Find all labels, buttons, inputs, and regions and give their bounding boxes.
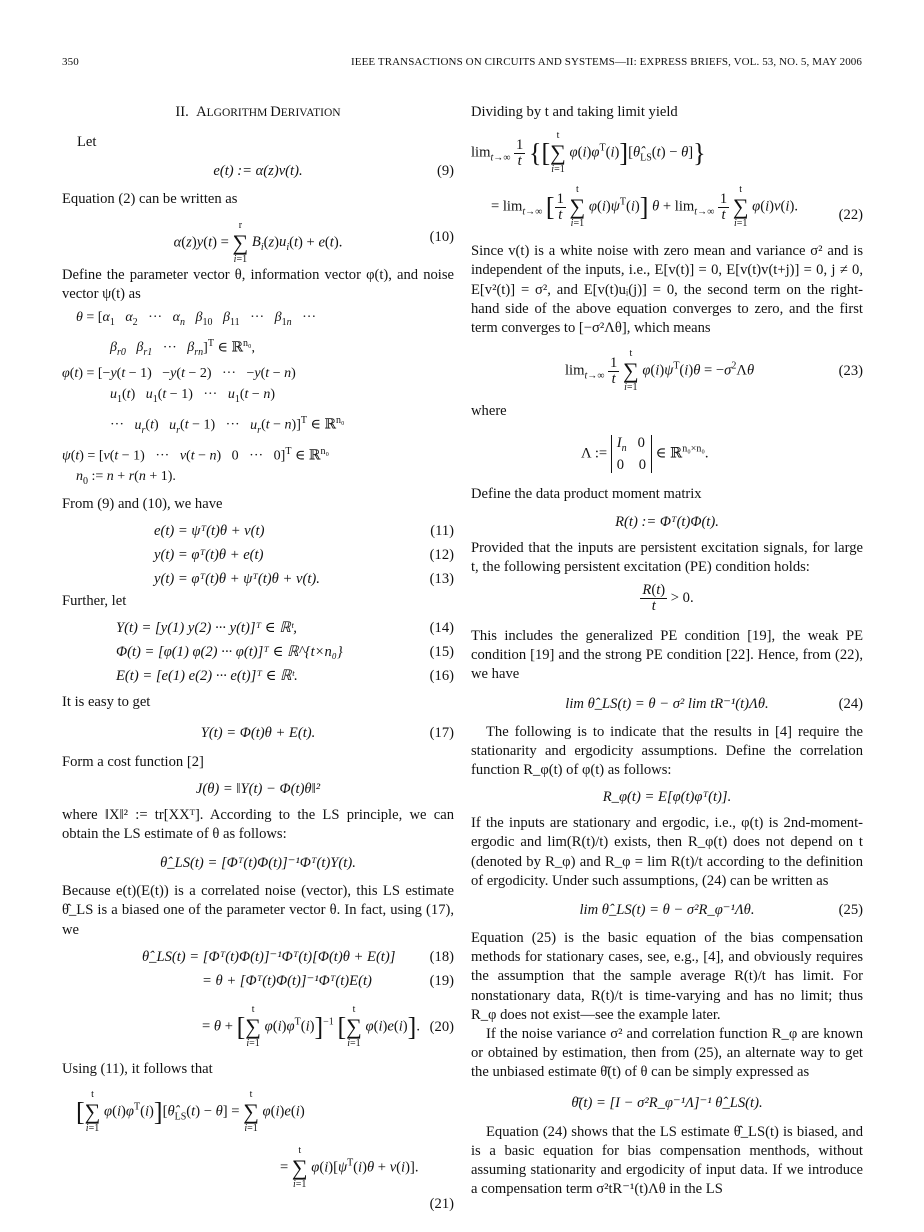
para-eq2: Equation (2) can be written as (62, 191, 238, 208)
equation-14: Y(t) = [y(1) y(2) ··· y(t)]ᵀ ∈ ℝᵗ, (14) (116, 620, 454, 637)
equation-18: θ̂_LS(t) = [Φᵀ(t)Φ(t)]⁻¹Φᵀ(t)[Φ(t)θ + E(t)] (18) (142, 948, 454, 965)
equation-ls: θ̂_LS(t) = [Φᵀ(t)Φ(t)]⁻¹Φᵀ(t)Y(t). (160, 855, 356, 872)
para-cost: Form a cost function [2] (62, 753, 204, 770)
section-heading: II. ALGORITHM DERIVATION (175, 104, 341, 120)
equation-15: Φ(t) = [φ(1) φ(2) ··· φ(t)]ᵀ ∈ ℝ^{t×n₀} (15) (116, 644, 454, 661)
para-eq24: Equation (24) shows that the LS estimate θ̂_LS(t) is biased, and is a basic equation for bias compensation menthods, without assuming stationarity and ergodicity of input data. If we introduce a compensation term σ²tR⁻¹(t)Λθ in the LS (471, 1123, 863, 1198)
equation-12: y(t) = φᵀ(t)θ + e(t) (12) (154, 547, 454, 564)
equation-21: [t ∑ i=1 $\varphi(i)\varphi^T(i)][\thetâ_{LS}(t) - \theta] = t$ ∑ i=1 φ(i)e(i) = t ∑ i=1 $\varphi(i)[\psi^T(i)\theta + v(i)]$. (21) (76, 1089, 454, 1212)
para-because: Because e(t)(E(t)) is a correlated noise (vector), this LS estimate θ̂_LS is a biased one of the parameter vector θ. In fact, using (17), we (62, 883, 454, 938)
equation-11: e(t) = ψᵀ(t)θ + v(t) (11) (154, 523, 454, 540)
equation-pe: $\frac{R(t)}{t}$ > 0. (642, 582, 694, 615)
equation-unbiased: θ̄(t) = [I − σ²R_φ⁻¹Λ]⁻¹ θ̂_LS(t). (571, 1094, 763, 1111)
equation-9: e(t) := α(z)v(t). (9) (213, 163, 454, 180)
para-easy: It is easy to get (62, 694, 151, 711)
equation-16: E(t) = [e(1) e(2) ··· e(t)]ᵀ ∈ ℝᵗ. (16) (116, 668, 454, 685)
right-column (471, 103, 863, 1200)
equation-R: R(t) := Φᵀ(t)Φ(t). (615, 513, 719, 530)
para-since: Since v(t) is a white noise with zero mean and variance σ² and is independent of the inputs, i.e., E[v(t)] = 0, E[v(t)v(t+j)] = 0, j ≠ 0, E[v²(t)] = σ², and E[v(t)uᵢ(j)] = 0, the second term on the right-hand side of the above equation converges to zero, and the first term converges to [−σ²Λθ], which means (471, 243, 863, 337)
para-define-vectors: Define the parameter vector θ, information vector φ(t), and noise vector ψ(t) as (62, 266, 454, 302)
para-if-inputs: If the inputs are stationary and ergodic, i.e., φ(t) is 2nd-moment-ergodic and lim(R(t)/t) exists, then R_φ(t) does not depend on t (denoted by R_φ) and R_φ = lim R(t)/t according to the definition of ergodicity. Under such assumptions, (24) can be written as (471, 815, 863, 889)
para-using: Using (11), it follows that (62, 1060, 213, 1077)
equation-cost: J(θ) = ‖Y(t) − Φ(t)θ‖² (195, 780, 321, 797)
para-divide: Dividing by t and taking limit yield (471, 104, 678, 120)
para-from: From (9) and (10), we have (62, 495, 223, 512)
para-eq25: Equation (25) is the basic equation of the bias compensation methods for stationary cases, see, e.g., [4], and obviously requires the assumption that the sample average R(t)/t has limit. For nonstationary data, R(t)/t is time-varying and has no limit; thus R_φ does not exist—see the example later. (471, 930, 863, 1023)
equation-24: lim θ̂_LS(t) = θ − σ² lim tR⁻¹(t)Λθ. (24) (565, 695, 863, 712)
para-where: where (471, 403, 507, 420)
equation-vectors: $\theta = [\alpha_1$ $\alpha_2$ ··· $\alpha_n$ $\beta_{10}$ $\beta_{11}$ ··· $\beta_{1n}$ ··· $\beta_{r0}$ $\beta_{r1}$ ··· $\beta_{rn}]^T$ ∈ ℝ$^{n_0}$, φ(t) = [−y(t − 1) −y(t − 2) ··· −y(t − n) $u_1(t) u_1(t - 1)$ ··· $u_1(t - n)$ ··· $u_r(t) u_r(t - 1)$ ··· $u_r(t - n)]^T$ ∈ ℝ$^{n_0}$ ψ(t) = [v(t − 1) ··· v(t − n) 0 ··· 0]$^T$ ∈ ℝ$^{n_0}$ $n_0$ := n + r(n + 1). (62, 310, 345, 487)
equation-17: Y(t) = Φ(t)θ + E(t). (17) (200, 724, 454, 741)
para-following: The following is to indicate that the results in [4] require the stationarity and ergodicity assumptions. Define the correlation function R_φ(t) of φ(t) as follows: (471, 723, 863, 779)
equation-23: $\lim_{t\to\infty}$ $\frac{1}{t}$ t ∑ i=1 $\varphi(i)\psi^T(i)\theta = -\sigma^2\Lambda\theta$ (23) (565, 348, 863, 394)
para-let: Let (77, 134, 97, 151)
equation-19: = θ + [Φᵀ(t)Φ(t)]⁻¹Φᵀ(t)E(t) (19) (202, 972, 454, 989)
para-further: Further, let (62, 593, 127, 610)
left-column (62, 103, 454, 1217)
equation-Rphi: R_φ(t) = E[φ(t)φᵀ(t)]. (602, 789, 732, 806)
para-ls: where ‖X‖² := tr[XXᵀ]. According to the LS principle, we can obtain the LS estimate of θ as follows: (62, 806, 454, 842)
para-provided: Provided that the inputs are persistent excitation signals, for large t, the following persistent excitation (PE) condition holds: (471, 539, 863, 575)
para-includes: This includes the generalized PE condition [19], the weak PE condition [19] and the strong PE condition [22]. Hence, from (22), we have (471, 628, 863, 683)
equation-20: = θ + [t ∑ i=1 $\varphi(i)\varphi^T(i)]^{-1}$ [t ∑ i=1 φ(i)e(i)]. (20) (202, 1003, 454, 1049)
equation-22: $\lim_{t\to\infty}$ $\frac{1}{t}$ {[t ∑ i=1 $\varphi(i)\varphi^T(i)][\thetâ_{LS}(t) - \theta]$} = $\lim_{t\to\infty}$ [ $\frac{1}{t}$ t ∑ i=1 $\varphi(i)\psi^T(i)$] $\theta + \lim_{t\to\infty}$ $\frac{1}{t}$ t ∑ i=1 φ(i)v(i). (22) (471, 130, 863, 230)
para-noise: If the noise variance σ² and correlation function R_φ are known or obtained by estimation, then from (25), an alternate way to get the unbiased estimate θ̄(t) of θ can be simply expressed as (471, 1026, 863, 1081)
equation-25: lim θ̂_LS(t) = θ − σ²R_φ⁻¹Λθ. (25) (579, 902, 863, 919)
equation-13: y(t) = φᵀ(t)θ + ψᵀ(t)θ + v(t). (13) (154, 571, 454, 588)
page-number: 350 (62, 56, 79, 68)
para-define-R: Define the data product moment matrix (471, 486, 702, 503)
equation-lambda: Λ := $I_n$ 0 0 0 ∈ ℝ$^{n_0\times n_0}$. (581, 435, 709, 474)
journal-title: IEEE TRANSACTIONS ON CIRCUITS AND SYSTEMS—II: EXPRESS BRIEFS, VOL. 53, NO. 5, MAY 2006 (351, 56, 862, 68)
equation-10: α(z)y(t) = r ∑ i=1 $B_i(z)u_i(t) + e(t)$. (10) (173, 219, 454, 265)
